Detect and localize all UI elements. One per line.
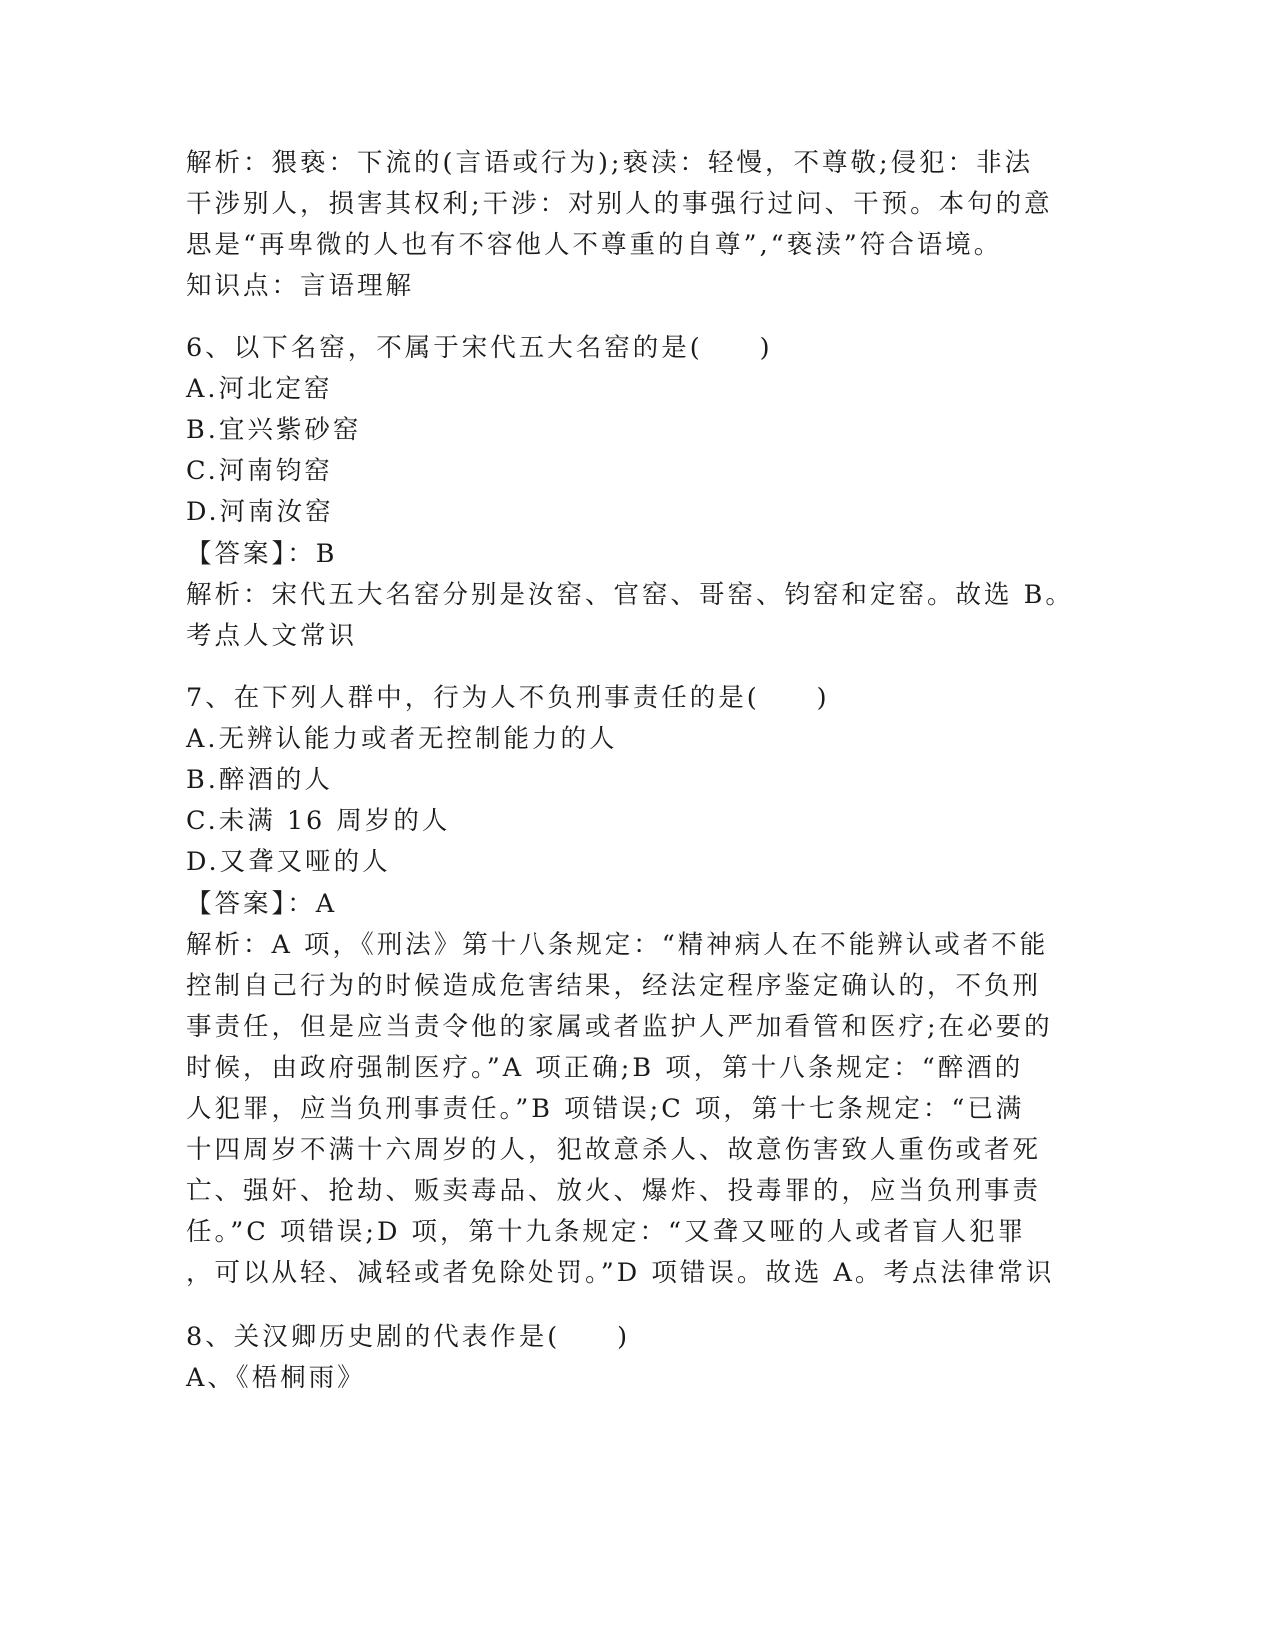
question-7-analysis-line: 控制自己行为的时候造成危害结果，经法定程序鉴定确认的，不负刑 — [186, 971, 1042, 1001]
question-6-option-c: C.河南钧窑 — [186, 456, 333, 486]
question-7-analysis-line: 解析：A 项，《刑法》第十八条规定：“精神病人在不能辨认或者不能 — [186, 930, 1049, 960]
question-8-option-a: A、《梧桐雨》 — [186, 1363, 366, 1393]
intro-knowledge-point: 知识点：言语理解 — [186, 271, 415, 301]
question-7-analysis-line: 任。”C 项错误;D 项，第十九条规定：“又聋又哑的人或者盲人犯罪 — [186, 1217, 1027, 1247]
question-6-knowledge-point: 考点人文常识 — [186, 621, 358, 651]
question-6-analysis: 解析：宋代五大名窑分别是汝窑、官窑、哥窑、钧窑和定窑。故选 B。 — [186, 580, 1074, 610]
question-7-analysis-line: 时候，由政府强制医疗。”A 项正确;B 项，第十八条规定：“醉酒的 — [186, 1053, 1024, 1083]
question-6-option-b: B.宜兴紫砂窑 — [186, 415, 362, 445]
intro-analysis-line: 干涉别人，损害其权利;干涉：对别人的事强行过问、干预。本句的意 — [186, 189, 1053, 219]
question-7-answer: 【答案】：A — [186, 889, 338, 919]
intro-analysis-line: 解析：猥亵：下流的(言语或行为);亵渎：轻慢，不尊敬;侵犯：非法 — [186, 148, 1034, 178]
question-7-analysis-line: 人犯罪，应当负刑事责任。”B 项错误;C 项，第十七条规定：“已满 — [186, 1094, 1025, 1124]
question-7-analysis-line: ，可以从轻、减轻或者免除处罚。”D 项错误。故选 A。考点法律常识 — [186, 1258, 1055, 1288]
question-7-analysis-line: 事责任，但是应当责令他的家属或者监护人严加看管和医疗;在必要的 — [186, 1012, 1053, 1042]
question-7-analysis-line: 亡、强奸、抢劫、贩卖毒品、放火、爆炸、投毒罪的，应当负刑事责 — [186, 1176, 1042, 1206]
question-8-text: 8、关汉卿历史剧的代表作是( ) — [186, 1322, 631, 1352]
question-7-analysis-line: 十四周岁不满十六周岁的人，犯故意杀人、故意伤害致人重伤或者死 — [186, 1135, 1042, 1165]
question-7-option-b: B.醉酒的人 — [186, 765, 333, 795]
question-7-text: 7、在下列人群中，行为人不负刑事责任的是( ) — [186, 683, 830, 713]
question-7-option-c: C.未满 16 周岁的人 — [186, 806, 451, 836]
question-7-option-d: D.又聋又哑的人 — [186, 847, 391, 877]
question-6-text: 6、以下名窑，不属于宋代五大名窑的是( ) — [186, 333, 773, 363]
intro-analysis-line: 思是“再卑微的人也有不容他人不尊重的自尊”,“亵渎”符合语境。 — [186, 230, 1003, 260]
question-6-answer: 【答案】：B — [186, 539, 338, 569]
question-7-option-a: A.无辨认能力或者无控制能力的人 — [186, 724, 618, 754]
question-6-option-a: A.河北定窑 — [186, 374, 333, 404]
question-6-option-d: D.河南汝窑 — [186, 497, 334, 527]
